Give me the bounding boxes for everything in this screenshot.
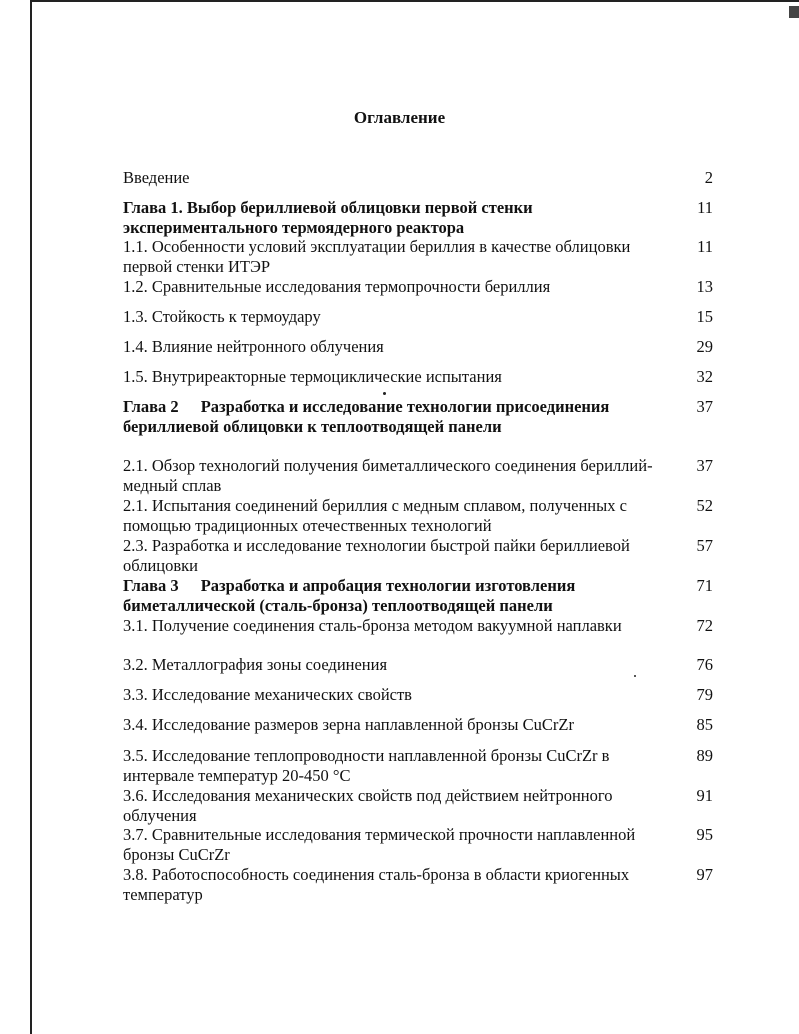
toc-entry-page: 37 xyxy=(696,456,713,475)
scan-border-left xyxy=(30,0,32,1034)
scan-speck xyxy=(383,392,386,395)
toc-entry-page: 52 xyxy=(696,496,713,515)
toc-entry-text: 1.2. Сравнительные исследования термопрочности бериллия xyxy=(123,277,551,296)
toc-entry-page: 2 xyxy=(704,168,713,187)
toc-entry-text-wrap xyxy=(123,397,668,436)
toc-entry-text: 3.6. Исследования механических свойств под действием нейтронного облучения xyxy=(123,786,613,825)
toc-entry-page: 57 xyxy=(696,536,713,555)
toc-entry-text: 3.1. Получение соединения сталь-бронза методом вакуумной наплавки xyxy=(123,616,622,635)
toc-entry-page: 97 xyxy=(696,865,713,884)
toc-entry-text: 2.1. Испытания соединений бериллия с медным сплавом, полученных с помощью традиционных отечественных технологий xyxy=(123,496,627,535)
toc-entry-text: 1.5. Внутриреакторные термоциклические испытания xyxy=(123,367,502,386)
toc-entry-page: 79 xyxy=(696,685,713,704)
toc-entry-text-wrap xyxy=(123,576,668,615)
toc-entry-text: 3.3. Исследование механических свойств xyxy=(123,685,412,704)
toc-entry-page: 11 xyxy=(697,237,713,256)
toc-entry-text: 2.1. Обзор технологий получения биметаллического соединения бериллий-медный сплав xyxy=(123,456,653,495)
toc-entry-page: 91 xyxy=(696,786,713,805)
toc-entry-text: 3.5. Исследование теплопроводности наплавленной бронзы CuCrZr в интервале температур 20-450 °С xyxy=(123,746,610,785)
toc-entry-page: 85 xyxy=(696,715,713,734)
toc-entry-text: 2.3. Разработка и исследование технологии быстрой пайки бериллиевой облицовки xyxy=(123,536,630,575)
toc-entry-text: Введение xyxy=(123,168,190,187)
toc-entry-text: 3.8. Работоспособность соединения сталь-бронза в области криогенных температур xyxy=(123,865,630,904)
scan-border-top xyxy=(30,0,799,2)
toc-entry-text: 3.7. Сравнительные исследования термической прочности наплавленной бронзы CuCrZr xyxy=(123,825,636,864)
toc-entry-page: 89 xyxy=(696,746,713,765)
toc-entry-page: 72 xyxy=(696,616,713,635)
toc-entry-page: 13 xyxy=(696,277,713,296)
toc-entry-text: Разработка и исследование технологии присоединения бериллиевой облицовки к теплоотводящей панели xyxy=(123,397,610,436)
toc-entry-page: 11 xyxy=(697,198,713,217)
scan-corner-mark xyxy=(789,6,799,18)
toc-entry-page: 95 xyxy=(696,825,713,844)
toc-entry-text: 3.4. Исследование размеров зерна наплавленной бронзы CuCrZr xyxy=(123,715,574,734)
toc-chapter-label: Глава 3 xyxy=(123,576,179,595)
toc-entry-page: 32 xyxy=(696,367,713,386)
scan-speck xyxy=(634,675,636,677)
page-title: Оглавление xyxy=(353,108,446,127)
toc-entry-text: 1.4. Влияние нейтронного облучения xyxy=(123,337,384,356)
toc-entry-text: 1.3. Стойкость к термоудару xyxy=(123,307,321,326)
toc-entry-page: 76 xyxy=(696,655,713,674)
toc-entry-text: Разработка и апробация технологии изготовления биметаллической (сталь-бронза) теплоотводящей панели xyxy=(123,576,576,615)
toc-entry-text: 3.2. Металлография зоны соединения xyxy=(123,655,388,674)
toc-entry-text: Глава 1. Выбор бериллиевой облицовки первой стенки экспериментального термоядерного реактора xyxy=(123,198,533,237)
toc-entry-text: 1.1. Особенности условий эксплуатации бериллия в качестве облицовки первой стенки ИТЭР xyxy=(123,237,631,276)
toc-entry-page: 29 xyxy=(696,337,713,356)
toc-chapter-label: Глава 2 xyxy=(123,397,179,416)
toc-entry-page: 15 xyxy=(696,307,713,326)
toc-entry-page: 37 xyxy=(696,397,713,416)
toc-entry-page: 71 xyxy=(696,576,713,595)
